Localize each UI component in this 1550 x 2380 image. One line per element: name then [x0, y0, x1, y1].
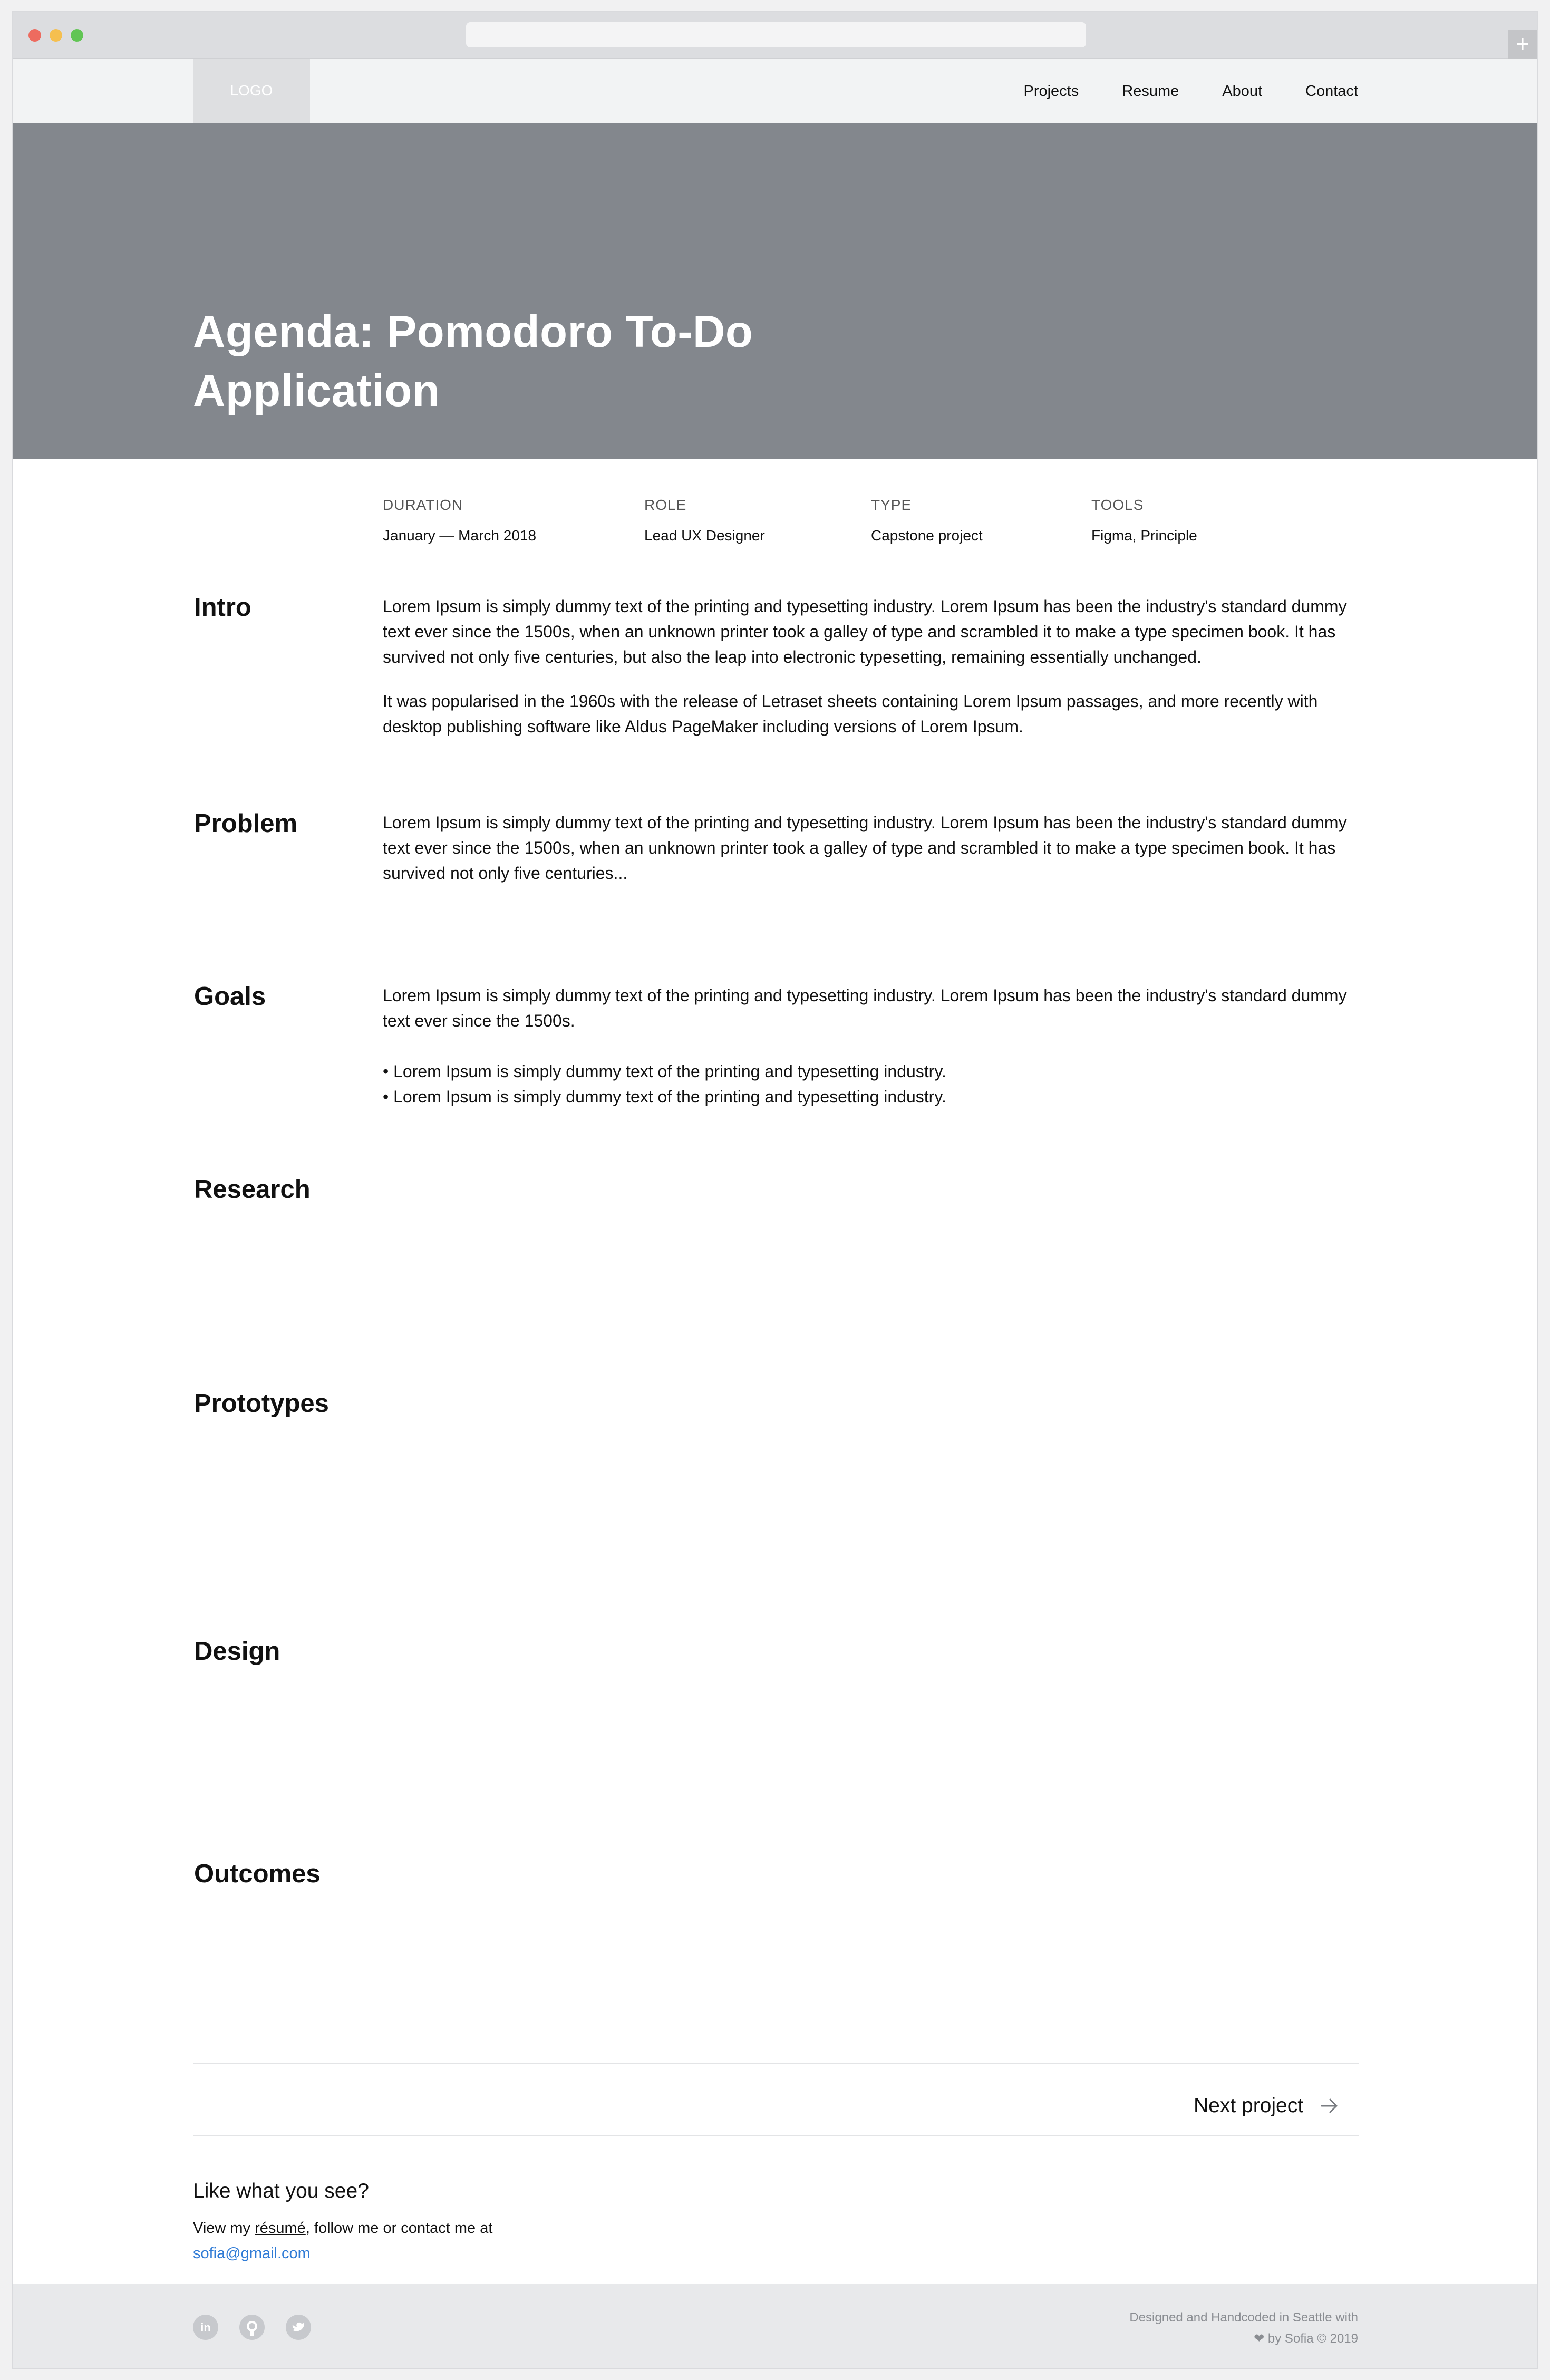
- next-project-link[interactable]: [1194, 2094, 1340, 2117]
- site-nav: [13, 59, 1537, 123]
- nav-link-about[interactable]: About: [1222, 82, 1263, 100]
- goals-list: [383, 1059, 1369, 1109]
- linkedin-icon[interactable]: [193, 2315, 218, 2340]
- new-tab-button[interactable]: +: [1508, 30, 1537, 59]
- cta-text-prefix: View my: [193, 2220, 255, 2237]
- section-body-problem: [383, 810, 1369, 886]
- nav-link-projects[interactable]: Projects: [1023, 82, 1079, 100]
- nav-link-contact[interactable]: Contact: [1305, 82, 1358, 100]
- hero-banner: [13, 123, 1537, 459]
- credit-line: Designed and Handcoded in Seattle with: [1129, 2310, 1358, 2325]
- meta-duration: [383, 497, 536, 544]
- next-project-label: Next project: [1194, 2094, 1304, 2117]
- twitter-icon[interactable]: [286, 2315, 311, 2340]
- address-bar[interactable]: [466, 22, 1086, 47]
- browser-window: [12, 11, 1538, 2369]
- resume-link[interactable]: résumé: [255, 2220, 306, 2237]
- site-logo[interactable]: LOGO: [193, 59, 310, 123]
- browser-chrome: [13, 12, 1537, 59]
- section-body-intro: [383, 594, 1369, 739]
- credit-line: ❤ by Sofia © 2019: [1254, 2331, 1358, 2346]
- github-icon[interactable]: [239, 2315, 265, 2340]
- goals-paragraph: Lorem Ipsum is simply dummy text of the printing and typesetting industry. Lorem Ipsum has been the industry's standard dummy text ever since the 1500s.: [383, 986, 1347, 1030]
- meta-type: [871, 497, 983, 544]
- divider: [193, 2135, 1359, 2136]
- meta-label: TOOLS: [1091, 497, 1144, 513]
- meta-value: January — March 2018: [383, 527, 537, 544]
- cta-text-suffix: , follow me or contact me at: [305, 2220, 493, 2237]
- section-title-research: Research: [194, 1175, 311, 1204]
- section-title-design: Design: [194, 1637, 280, 1666]
- intro-paragraph: Lorem Ipsum is simply dummy text of the printing and typesetting industry. Lorem Ipsum has been the industry's standard dummy text ever since the 1500s, when an unknown printer took a galley of type and scrambled it to make a type specimen book. It has survived not only five centuries, but also the leap into electronic typesetting, remaining essentially unchanged.: [383, 597, 1347, 666]
- meta-value: Figma, Principle: [1091, 527, 1197, 544]
- section-title-goals: Goals: [194, 982, 266, 1011]
- section-title-prototypes: Prototypes: [194, 1389, 329, 1418]
- meta-tools: [1091, 497, 1197, 544]
- problem-paragraph: Lorem Ipsum is simply dummy text of the printing and typesetting industry. Lorem Ipsum has been the industry's standard dummy text ever since the 1500s, when an unknown printer took a galley of type and scrambled it to make a type specimen book. It has survived not only five centuries...: [383, 813, 1347, 883]
- meta-label: ROLE: [644, 497, 687, 513]
- section-body-goals: [383, 983, 1369, 1109]
- cta-text: [193, 2215, 615, 2266]
- meta-value: Capstone project: [871, 527, 983, 544]
- page-title: Agenda: Pomodoro To-Do Application: [193, 307, 753, 416]
- meta-label: DURATION: [383, 497, 463, 513]
- divider: [193, 2063, 1359, 2064]
- close-window-icon[interactable]: [28, 29, 41, 42]
- footer-credit: [1129, 2307, 1358, 2349]
- email-link[interactable]: sofia@gmail.com: [193, 2245, 311, 2262]
- section-title-problem: Problem: [194, 809, 298, 838]
- cta-title: Like what you see?: [193, 2180, 369, 2202]
- section-title-outcomes: Outcomes: [194, 1860, 321, 1888]
- section-title-intro: Intro: [194, 593, 251, 622]
- meta-label: TYPE: [871, 497, 912, 513]
- intro-paragraph: It was popularised in the 1960s with the release of Letraset sheets containing Lorem Ipsum passages, and more recently with desktop publishing software like Aldus PageMaker including versions of Lorem Ipsum.: [383, 692, 1318, 736]
- arrow-right-icon: [1319, 2095, 1340, 2116]
- nav-link-resume[interactable]: Resume: [1122, 82, 1179, 100]
- minimize-window-icon[interactable]: [50, 29, 62, 42]
- site-footer: [13, 2284, 1537, 2369]
- list-item: • Lorem Ipsum is simply dummy text of the printing and typesetting industry.: [383, 1087, 946, 1106]
- meta-role: [644, 497, 765, 544]
- meta-value: Lead UX Designer: [644, 527, 765, 544]
- list-item: • Lorem Ipsum is simply dummy text of the printing and typesetting industry.: [383, 1062, 946, 1081]
- svg-text:in: in: [200, 2321, 211, 2334]
- nav-links: [980, 59, 1358, 123]
- maximize-window-icon[interactable]: [71, 29, 83, 42]
